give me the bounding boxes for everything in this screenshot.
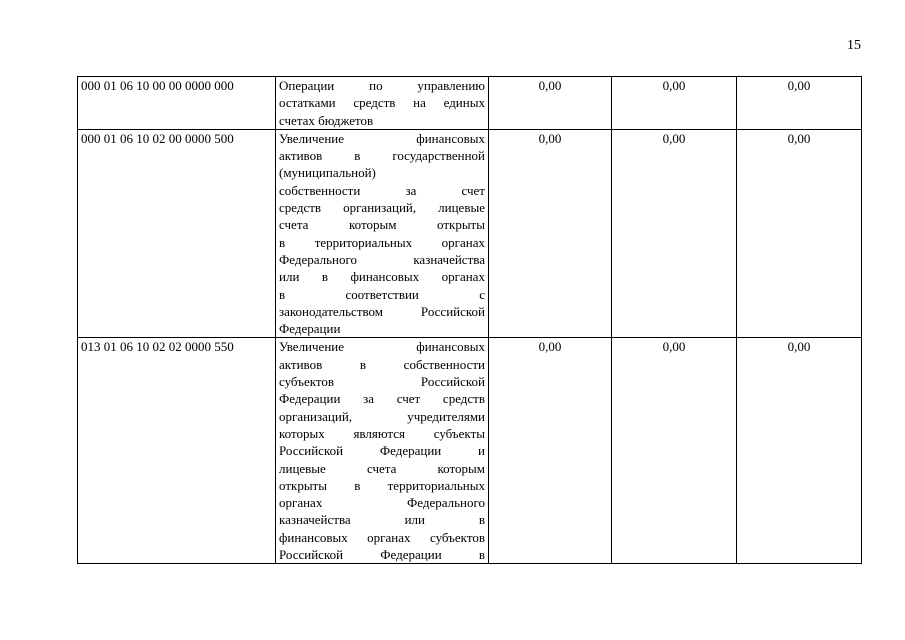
- name-line: Российской Федерации в: [279, 547, 485, 563]
- row-value-1-cell: 0,00: [489, 338, 612, 564]
- row-code-cell: 013 01 06 10 02 02 0000 550: [78, 338, 276, 564]
- name-line: счета которым открыты: [279, 217, 485, 233]
- row-name-cell: [276, 77, 489, 130]
- name-line: в территориальных органах: [279, 234, 485, 250]
- name-line: или в финансовых органах: [279, 269, 485, 285]
- name-line: субъектов Российской: [279, 374, 485, 390]
- name-line: казначейства или в: [279, 512, 485, 528]
- name-line: Российской Федерации и: [279, 443, 485, 459]
- name-line: органах Федерального: [279, 495, 485, 511]
- name-line: собственности за счет: [279, 182, 485, 198]
- name-line: в соответствии с: [279, 286, 485, 302]
- page-number: 15: [847, 38, 861, 53]
- row-value-2-cell: 0,00: [612, 129, 737, 338]
- table-row: [78, 338, 862, 564]
- table-row: [78, 77, 862, 130]
- row-value-1-cell: 0,00: [489, 77, 612, 130]
- row-value-2-cell: 0,00: [612, 338, 737, 564]
- row-value-2-cell: 0,00: [612, 77, 737, 130]
- name-line: организаций, учредителями: [279, 408, 485, 424]
- row-name-cell: [276, 129, 489, 338]
- name-line: открыты в территориальных: [279, 477, 485, 493]
- name-line: активов в государственной: [279, 148, 485, 164]
- name-line: которых являются субъекты: [279, 425, 485, 441]
- table-row: [78, 129, 862, 338]
- name-line: активов в собственности: [279, 356, 485, 372]
- row-name-cell: [276, 338, 489, 564]
- row-value-1-cell: 0,00: [489, 129, 612, 338]
- name-line: средств организаций, лицевые: [279, 200, 485, 216]
- name-line: Операции по управлению: [279, 78, 485, 93]
- budget-sources-table: [77, 76, 862, 564]
- table-body: [78, 77, 862, 564]
- name-line: финансовых органах субъектов: [279, 529, 485, 545]
- name-line: лицевые счета которым: [279, 460, 485, 476]
- row-value-3-cell: 0,00: [737, 338, 862, 564]
- row-value-3-cell: 0,00: [737, 77, 862, 130]
- name-line: законодательством Российской: [279, 303, 485, 319]
- row-value-3-cell: 0,00: [737, 129, 862, 338]
- name-line: счетах бюджетов: [279, 112, 374, 128]
- row-code-cell: 000 01 06 10 00 00 0000 000: [78, 77, 276, 130]
- name-line: Федерального казначейства: [279, 251, 485, 267]
- row-code-cell: 000 01 06 10 02 00 0000 500: [78, 129, 276, 338]
- name-line: Увеличение финансовых: [279, 130, 485, 146]
- name-line: Федерации: [279, 321, 341, 337]
- name-line: Федерации за счет средств: [279, 391, 485, 407]
- name-line: Увеличение финансовых: [279, 339, 485, 355]
- name-line: (муниципальной): [279, 165, 376, 181]
- name-line: остатками средств на единых: [279, 95, 485, 111]
